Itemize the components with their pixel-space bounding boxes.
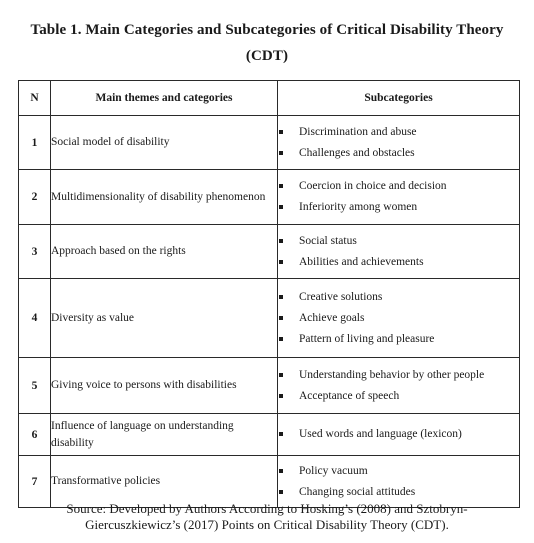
row-number: 7 <box>19 456 51 508</box>
subcategory-item: Achieve goals <box>278 308 519 329</box>
row-subcategories <box>278 358 520 414</box>
subcategory-item: Challenges and obstacles <box>278 143 519 164</box>
cdt-table <box>18 80 520 508</box>
subcategory-item: Inferiority among women <box>278 197 519 218</box>
table-title-abbreviation: (CDT) <box>245 48 289 64</box>
header-subcategories: Subcategories <box>278 81 520 116</box>
source-line: Source: Developed by Authors According to Hosking’s (2008) and Sztobryn- <box>66 501 468 516</box>
subcategory-item: Abilities and achievements <box>278 252 519 273</box>
row-subcategories <box>278 225 520 279</box>
source-line: Giercuszkiewicz’s (2017) Points on Critical Disability Theory (CDT). <box>85 517 449 532</box>
row-theme: Giving voice to persons with disabilities <box>51 358 278 414</box>
table-row <box>19 414 520 456</box>
subcategory-item: Policy vacuum <box>278 461 519 482</box>
table-row <box>19 456 520 508</box>
row-number: 2 <box>19 170 51 225</box>
subcategory-item: Understanding behavior by other people <box>278 365 519 386</box>
subcategory-item: Changing social attitudes <box>278 482 519 503</box>
row-subcategories <box>278 279 520 358</box>
subcategory-item: Discrimination and abuse <box>278 122 519 143</box>
row-number: 4 <box>19 279 51 358</box>
subcategory-item: Coercion in choice and decision <box>278 176 519 197</box>
row-subcategories <box>278 414 520 456</box>
table-title: Table 1. Main Categories and Subcategories of Critical Disability Theory <box>30 22 504 38</box>
subcategory-item: Acceptance of speech <box>278 386 519 407</box>
table-row <box>19 170 520 225</box>
subcategory-item: Used words and language (lexicon) <box>278 424 519 445</box>
row-number: 6 <box>19 414 51 456</box>
source-note <box>0 501 534 533</box>
table-header-row <box>19 81 520 116</box>
row-theme: Multidimensionality of disability phenomenon <box>51 170 278 225</box>
row-theme: Diversity as value <box>51 279 278 358</box>
subcategory-item: Creative solutions <box>278 287 519 308</box>
row-number: 1 <box>19 116 51 170</box>
subcategory-item: Social status <box>278 231 519 252</box>
header-themes: Main themes and categories <box>51 81 278 116</box>
header-n: N <box>19 81 51 116</box>
row-theme: Transformative policies <box>51 456 278 508</box>
row-number: 5 <box>19 358 51 414</box>
table-row <box>19 279 520 358</box>
subcategory-item: Pattern of living and pleasure <box>278 329 519 350</box>
row-subcategories <box>278 456 520 508</box>
table-row <box>19 358 520 414</box>
table-row <box>19 225 520 279</box>
row-theme: Influence of language on understanding disability <box>51 414 278 456</box>
row-theme: Approach based on the rights <box>51 225 278 279</box>
row-subcategories <box>278 170 520 225</box>
table-row <box>19 116 520 170</box>
row-theme: Social model of disability <box>51 116 278 170</box>
row-subcategories <box>278 116 520 170</box>
row-number: 3 <box>19 225 51 279</box>
